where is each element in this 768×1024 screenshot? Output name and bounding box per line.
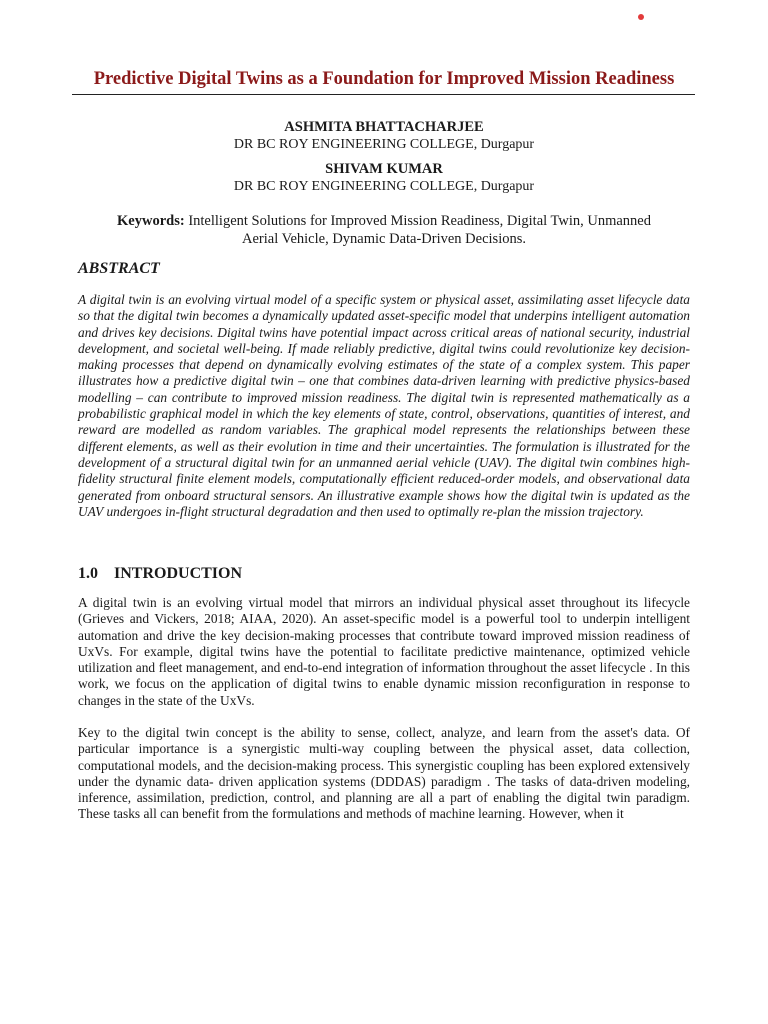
keywords-text: Intelligent Solutions for Improved Mission Readiness, Digital Twin, Unmanned Aerial Vehicle, Dynamic Data-Driven Decisions. bbox=[188, 213, 651, 247]
author-name: ASHMITA BHATTACHARJEE bbox=[284, 119, 484, 135]
keywords bbox=[100, 212, 668, 248]
title-divider bbox=[72, 94, 695, 95]
intro-paragraph-2: Key to the digital twin concept is the ability to sense, collect, analyze, and learn from the asset's data. Of particular importance is a synergistic multi-way coupling between the physical asset, data collection, computational models, and the decision-making process. This synergistic coupling has been explored extensively under the dynamic data- driven application systems (DDDAS) paradigm . The tasks of data-driven modeling, inference, assimilation, prediction, control, and planning are all a part of enabling the digital twin paradigm. These tasks all can benefit from the formulations and methods of machine learning. However, when it bbox=[78, 725, 690, 822]
keywords-label: Keywords: bbox=[117, 213, 185, 229]
abstract-text: A digital twin is an evolving virtual model of a specific system or physical asset, assimilating asset lifecycle data so that the digital twin becomes a dynamically updated asset-specific model that underpins intelligent automation and drives key decisions. Digital twins have potential impact across critical areas of national security, industrial development, and societal well-being. If made reliably predictive, digital twins could revolutionize key decision- making processes that depend on dynamically evolving estimates of the state of a complex system. This paper illustrates how a predictive digital twin – one that combines data-driven learning with predictive physics-based modelling – can contribute to improved mission readiness. The digital twin is represented mathematically as a probabilistic graphical model in which the key elements of state, control, observations, quantities of interest, and reward are modelled as random variables. The graphical model represents the relationships between these different elements, as well as their evolution in time and their uncertainties. The formulation is illustrated for the development of a structural digital twin for an unmanned aerial vehicle (UAV). The digital twin combines high- fidelity structural finite element models, computationally efficient reduced-order models, and observational data generated from onboard structural sensors. An illustrative example shows how the digital twin is updated as the UAV undergoes in-flight structural degradation and then used to optimally re-plan the mission trajectory. bbox=[78, 292, 690, 519]
author-name: SHIVAM KUMAR bbox=[325, 161, 443, 177]
section-number: 1.0 bbox=[78, 565, 98, 582]
intro-paragraph-1: A digital twin is an evolving virtual model that mirrors an individual physical asset throughout its lifecycle (Grieves and Vickers, 2018; AIAA, 2020). An asset-specific model is a powerful tool to underpin intelligent automation and drive the key decision-making processes that contribute toward improved mission readiness of UxVs. For example, digital twins have the potential to facilitate predictive maintenance, optimized vehicle utilization and fleet management, and end-to-end integration of information throughout the asset lifecycle . In this work, we focus on the application of digital twins to enable dynamic mission reconfiguration in response to changes in the state of the UxVs. bbox=[78, 595, 690, 708]
abstract-heading: ABSTRACT bbox=[78, 260, 160, 277]
section-heading bbox=[78, 565, 242, 583]
author-affiliation: DR BC ROY ENGINEERING COLLEGE, Durgapur bbox=[233, 137, 535, 152]
author-2 bbox=[0, 161, 768, 195]
red-dot-marker bbox=[638, 14, 644, 20]
section-title: INTRODUCTION bbox=[114, 565, 243, 582]
author-1 bbox=[0, 119, 768, 153]
author-affiliation: DR BC ROY ENGINEERING COLLEGE, Durgapur bbox=[233, 179, 535, 194]
paper-title: Predictive Digital Twins as a Foundation for Improved Mission Readiness bbox=[93, 69, 675, 89]
